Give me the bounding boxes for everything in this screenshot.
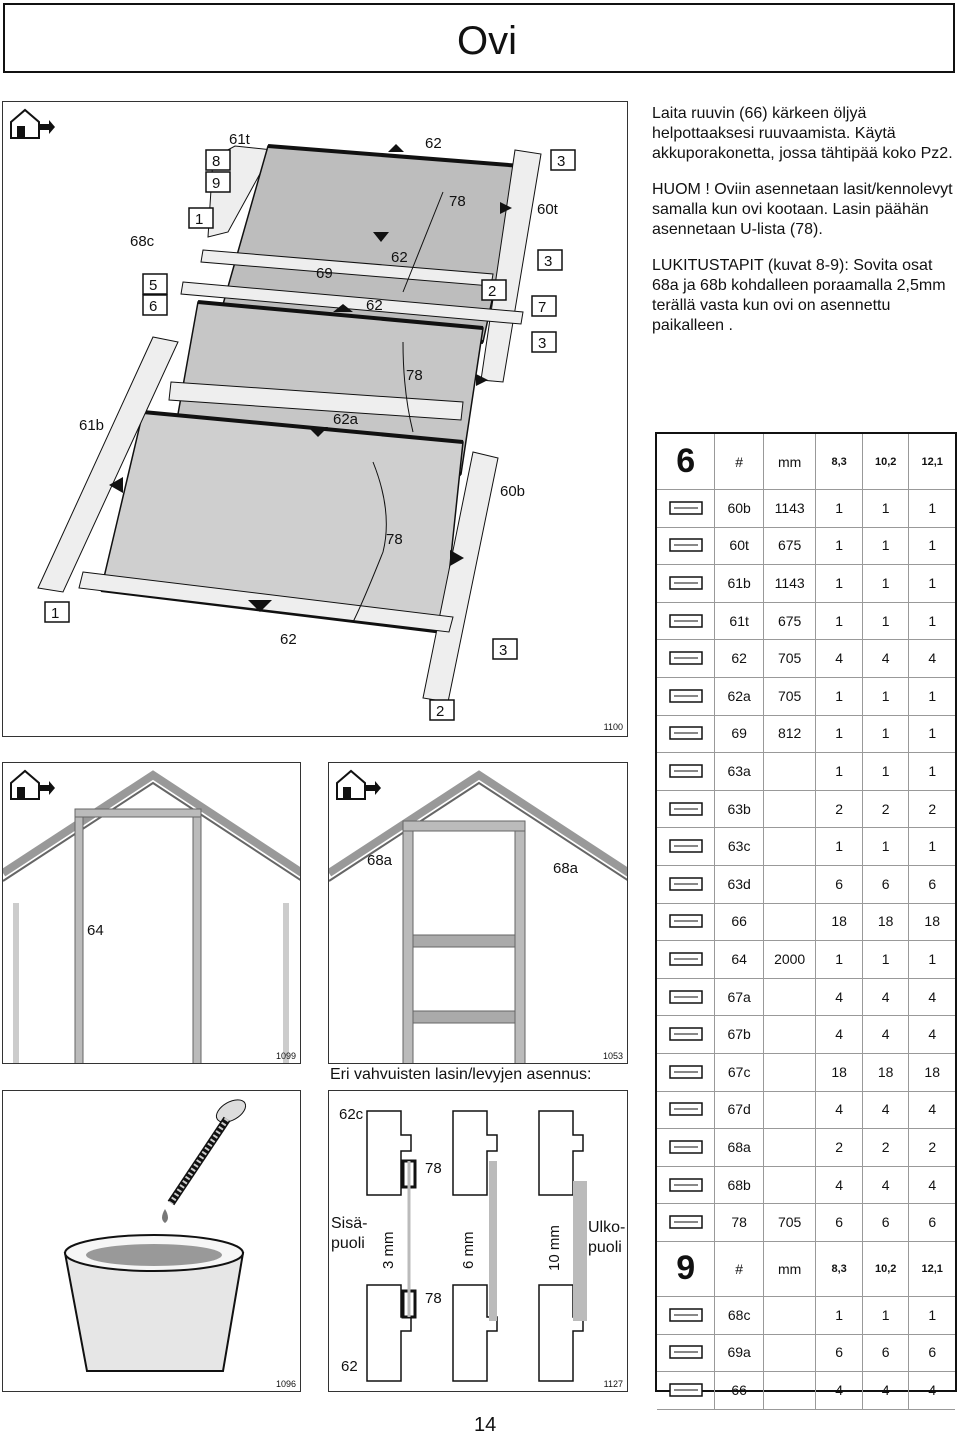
crossbar-icon — [657, 639, 715, 677]
cell-a: 1 — [816, 489, 863, 527]
table-row — [657, 677, 955, 716]
label-7: 7 — [538, 299, 547, 316]
cell-part: 68a — [715, 1128, 764, 1166]
cell-part: 66 — [715, 1371, 764, 1409]
label-62-b: 62 — [391, 249, 408, 266]
instructions — [652, 104, 957, 352]
table-row — [657, 1091, 955, 1130]
cell-part: 66 — [715, 903, 764, 941]
cell-b: 1 — [863, 564, 910, 602]
label-62: 62 — [341, 1358, 358, 1375]
crossbar-icon — [657, 677, 715, 715]
label-69: 69 — [316, 265, 333, 282]
cell-c: 18 — [924, 913, 940, 930]
frame-profile-icon — [657, 564, 715, 602]
cell-mm — [764, 790, 816, 828]
washer-icon — [657, 1091, 715, 1129]
header-cell: 12,1 — [921, 1262, 943, 1275]
table-row — [657, 790, 955, 829]
label-62-c: 62 — [366, 297, 383, 314]
cell-mm — [764, 752, 816, 790]
label-78-c: 78 — [386, 531, 403, 548]
cell-a: 2 — [816, 790, 863, 828]
label-61t: 61t — [229, 131, 250, 148]
cell-b: 1 — [863, 527, 910, 565]
cell-c: 4 — [928, 650, 937, 667]
instruction-p3: LUKITUSTAPIT (kuvat 8-9): Sovita osat 68a ja 68b kohdalleen poraamalla 2,5mm terällä vasta kun ovi on asennettu paikalleen . — [652, 257, 946, 334]
cell-c: 2 — [928, 800, 937, 817]
glass-thickness-drawing — [329, 1091, 628, 1392]
label-62-top: 62 — [425, 135, 442, 152]
cell-b: 1 — [863, 602, 910, 640]
label-6: 6 — [149, 298, 158, 315]
cell-c: 1 — [928, 762, 937, 779]
cell-b: 6 — [863, 1334, 910, 1372]
table-row — [657, 1334, 955, 1373]
cell-c: 4 — [928, 988, 937, 1005]
table-row — [657, 715, 955, 754]
table-row — [657, 489, 955, 528]
table-row — [657, 940, 955, 979]
cell-mm — [764, 1334, 816, 1372]
label-3mm: 3 mm — [380, 1231, 397, 1269]
label-62-d: 62 — [280, 631, 297, 648]
cell-b: 4 — [863, 1015, 910, 1053]
cell-c: 1 — [928, 1306, 937, 1323]
lock-block-icon — [657, 1296, 715, 1334]
frame-profile-icon — [657, 602, 715, 640]
cell-c: 2 — [928, 1138, 937, 1155]
cell-part: 61b — [715, 564, 764, 602]
title-box — [3, 3, 955, 73]
cell-a: 1 — [816, 715, 863, 753]
cell-part: 68b — [715, 1166, 764, 1204]
cell-part: 63c — [715, 827, 764, 865]
cell-mm — [764, 1371, 816, 1409]
cell-part: 62a — [715, 677, 764, 715]
cell-mm: 705 — [764, 639, 816, 677]
cell-c: 1 — [928, 687, 937, 704]
bolt-icon — [657, 1053, 715, 1091]
lock-pin-icon — [657, 1128, 715, 1166]
cell-mm: 705 — [764, 677, 816, 715]
cell-a: 4 — [816, 1015, 863, 1053]
figure-number-screw: 1096 — [275, 1379, 296, 1389]
instruction-p2: HUOM ! Oviin asennetaan lasit/kennolevyt samalla kun ovi kootaan. Lasin päähän asennetaan U-lista (78). — [652, 181, 953, 238]
frame-profile-icon — [657, 489, 715, 527]
cell-b: 1 — [863, 827, 910, 865]
inside-label: Sisä- puoli — [331, 1215, 368, 1252]
header-cell: 12,1 — [921, 455, 943, 468]
cell-c: 1 — [928, 612, 937, 629]
wheel-icon — [657, 790, 715, 828]
cell-part: 62 — [715, 639, 764, 677]
instruction-p1: Laita ruuvin (66) kärkeen öljyä helpottaaksesi ruuvaamista. Käytä akkuporakonetta, jossa tähtipää koko Pz2. — [652, 105, 953, 162]
cell-b: 6 — [863, 865, 910, 903]
cell-part: 63b — [715, 790, 764, 828]
house-icon — [337, 771, 381, 799]
rubber-seal-drawing — [3, 763, 301, 1064]
label-61b: 61b — [79, 417, 105, 434]
table-row — [657, 1128, 955, 1167]
cell-b: 4 — [863, 1091, 910, 1129]
table-row — [657, 527, 955, 566]
page-number: 14 — [474, 1414, 497, 1436]
cell-a: 18 — [816, 903, 863, 941]
label-3-b: 3 — [544, 253, 553, 270]
cell-part: 63a — [715, 752, 764, 790]
outside-label: Ulko- puoli — [588, 1219, 626, 1256]
header-cell: mm — [764, 434, 816, 489]
cell-mm: 705 — [764, 1203, 816, 1241]
clip-icon — [657, 1015, 715, 1053]
cell-c: 1 — [928, 537, 937, 554]
cell-a: 1 — [816, 602, 863, 640]
table-row — [657, 1296, 955, 1335]
header-cell: 10,2 — [863, 434, 910, 489]
label-1-a: 1 — [195, 211, 204, 228]
label-3-c: 3 — [538, 335, 547, 352]
table-row — [657, 1371, 955, 1410]
cell-mm — [764, 1296, 816, 1334]
table-row — [657, 1053, 955, 1092]
header-cell: 8,3 — [816, 1241, 863, 1296]
cell-b: 2 — [863, 1128, 910, 1166]
header-cell: # — [715, 1241, 764, 1296]
label-68a-left: 68a — [367, 852, 393, 869]
cell-part: 69a — [715, 1334, 764, 1372]
screw-icon — [657, 1371, 715, 1409]
cell-b: 1 — [863, 940, 910, 978]
header-cell: mm — [764, 1241, 816, 1296]
oil-cup-icon — [65, 1235, 243, 1371]
cell-a: 4 — [816, 639, 863, 677]
cell-mm — [764, 903, 816, 941]
label-60b: 60b — [500, 483, 526, 500]
label-1-b: 1 — [51, 605, 60, 622]
bolt-icon — [657, 865, 715, 903]
header-cell: 10,2 — [863, 1241, 910, 1296]
rubber-seal-figure — [2, 762, 301, 1064]
table-row — [657, 978, 955, 1017]
figure-number-glass: 1127 — [603, 1379, 623, 1389]
cell-b: 1 — [863, 677, 910, 715]
cell-part: 64 — [715, 940, 764, 978]
label-6mm: 6 mm — [460, 1231, 477, 1269]
cell-c: 6 — [928, 1344, 937, 1361]
table-row — [657, 1166, 955, 1205]
table-row — [657, 564, 955, 603]
cell-a: 4 — [816, 1091, 863, 1129]
bracket-icon — [657, 752, 715, 790]
label-2-a: 2 — [488, 283, 497, 300]
cell-a: 4 — [816, 1371, 863, 1409]
bolt-icon — [657, 1166, 715, 1204]
figure-number-main: 1100 — [603, 722, 623, 732]
table-row — [657, 1203, 955, 1242]
cell-mm — [764, 1128, 816, 1166]
cell-part: 63d — [715, 865, 764, 903]
cell-part: 60b — [715, 489, 764, 527]
u-profile-icon — [657, 1203, 715, 1241]
label-8: 8 — [212, 153, 221, 170]
label-10mm: 10 mm — [546, 1225, 563, 1271]
cell-a: 1 — [816, 940, 863, 978]
table-row — [657, 865, 955, 904]
glass-thickness-figure — [328, 1090, 628, 1392]
label-78-a: 78 — [449, 193, 466, 210]
cell-mm: 1143 — [764, 564, 816, 602]
cell-mm — [764, 978, 816, 1016]
cell-part: 69 — [715, 715, 764, 753]
label-78-bottom: 78 — [425, 1290, 442, 1307]
rubber-roll-icon — [657, 940, 715, 978]
cell-c: 1 — [928, 950, 937, 967]
table-row — [657, 827, 955, 866]
cell-mm — [764, 1053, 816, 1091]
label-62c: 62c — [339, 1106, 364, 1123]
main-assembly-figure — [2, 101, 628, 737]
cell-c: 18 — [924, 1063, 940, 1080]
cell-c: 1 — [928, 838, 937, 855]
cell-a: 18 — [816, 1053, 863, 1091]
cell-part: 67c — [715, 1053, 764, 1091]
label-68a-right: 68a — [553, 860, 579, 877]
cell-b: 4 — [863, 1166, 910, 1204]
screw-oil-figure — [2, 1090, 301, 1392]
cell-c: 4 — [928, 1026, 937, 1043]
lock-pin-drawing — [329, 763, 628, 1064]
cell-a: 6 — [816, 865, 863, 903]
cell-part: 67d — [715, 1091, 764, 1129]
house-icon — [11, 110, 55, 138]
table-row — [657, 639, 955, 678]
table-row — [657, 752, 955, 791]
screw-oil-drawing — [3, 1091, 301, 1392]
cell-part: 67a — [715, 978, 764, 1016]
cell-c: 4 — [928, 1101, 937, 1118]
header-cell: # — [715, 434, 764, 489]
glass-caption: Eri vahvuisten lasin/levyjen asennus: — [330, 1066, 592, 1083]
screw-icon — [171, 1095, 249, 1203]
section-number: 6 — [657, 434, 715, 489]
cell-part: 68c — [715, 1296, 764, 1334]
cell-b: 18 — [863, 1053, 910, 1091]
cell-a: 1 — [816, 527, 863, 565]
cell-b: 1 — [863, 752, 910, 790]
cell-a: 1 — [816, 1296, 863, 1334]
cell-mm — [764, 1166, 816, 1204]
cell-c: 4 — [928, 1176, 937, 1193]
cell-b: 6 — [863, 1203, 910, 1241]
label-78-top: 78 — [425, 1160, 442, 1177]
label-68c: 68c — [130, 233, 155, 250]
page-title: Ovi — [457, 19, 517, 63]
cell-a: 2 — [816, 1128, 863, 1166]
frame-profile-icon — [657, 527, 715, 565]
cell-b: 2 — [863, 790, 910, 828]
table-row — [657, 1015, 955, 1054]
clip-icon — [657, 978, 715, 1016]
cell-c: 1 — [928, 574, 937, 591]
cell-part: 78 — [715, 1203, 764, 1241]
table-header-9 — [657, 1241, 955, 1297]
label-60t: 60t — [537, 201, 558, 218]
cell-a: 1 — [816, 827, 863, 865]
cell-c: 6 — [928, 1214, 937, 1231]
cell-mm: 1143 — [764, 489, 816, 527]
bolt-icon — [657, 1334, 715, 1372]
cell-b: 4 — [863, 639, 910, 677]
label-78-b: 78 — [406, 367, 423, 384]
screw-icon — [657, 903, 715, 941]
cell-b: 4 — [863, 1371, 910, 1409]
cell-a: 6 — [816, 1334, 863, 1372]
cell-a: 1 — [816, 564, 863, 602]
label-5: 5 — [149, 277, 158, 294]
cell-b: 18 — [863, 903, 910, 941]
section-number: 9 — [657, 1241, 715, 1296]
table-row — [657, 903, 955, 942]
figure-number-left: 1099 — [275, 1051, 296, 1061]
cell-c: 6 — [928, 875, 937, 892]
table-row — [657, 602, 955, 641]
cell-mm — [764, 1015, 816, 1053]
cell-mm — [764, 827, 816, 865]
cell-mm: 675 — [764, 602, 816, 640]
cell-a: 1 — [816, 677, 863, 715]
label-3-d: 3 — [499, 642, 508, 659]
lock-pin-figure — [328, 762, 628, 1064]
cell-mm: 2000 — [764, 940, 816, 978]
cell-a: 4 — [816, 978, 863, 1016]
figure-number-middle: 1053 — [602, 1051, 623, 1061]
cell-b: 1 — [863, 489, 910, 527]
label-64: 64 — [87, 922, 104, 939]
table-header-6 — [657, 434, 955, 490]
cell-mm: 675 — [764, 527, 816, 565]
house-icon — [11, 771, 55, 799]
cell-mm — [764, 1091, 816, 1129]
pin-icon — [657, 827, 715, 865]
label-3-a: 3 — [557, 153, 566, 170]
cell-b: 1 — [863, 1296, 910, 1334]
cell-b: 1 — [863, 715, 910, 753]
cell-c: 1 — [928, 499, 937, 516]
main-assembly-drawing — [3, 102, 628, 737]
cell-part: 67b — [715, 1015, 764, 1053]
cell-c: 4 — [928, 1381, 937, 1398]
cell-c: 1 — [928, 725, 937, 742]
cell-a: 6 — [816, 1203, 863, 1241]
label-62a: 62a — [333, 411, 359, 428]
cell-a: 4 — [816, 1166, 863, 1204]
cell-mm: 812 — [764, 715, 816, 753]
cell-mm — [764, 865, 816, 903]
header-cell: 8,3 — [816, 434, 863, 489]
label-2-b: 2 — [436, 703, 445, 720]
cell-a: 1 — [816, 752, 863, 790]
cell-part: 61t — [715, 602, 764, 640]
parts-table — [655, 432, 957, 1398]
angle-profile-icon — [657, 715, 715, 753]
label-9: 9 — [212, 175, 221, 192]
cell-b: 4 — [863, 978, 910, 1016]
cell-part: 60t — [715, 527, 764, 565]
